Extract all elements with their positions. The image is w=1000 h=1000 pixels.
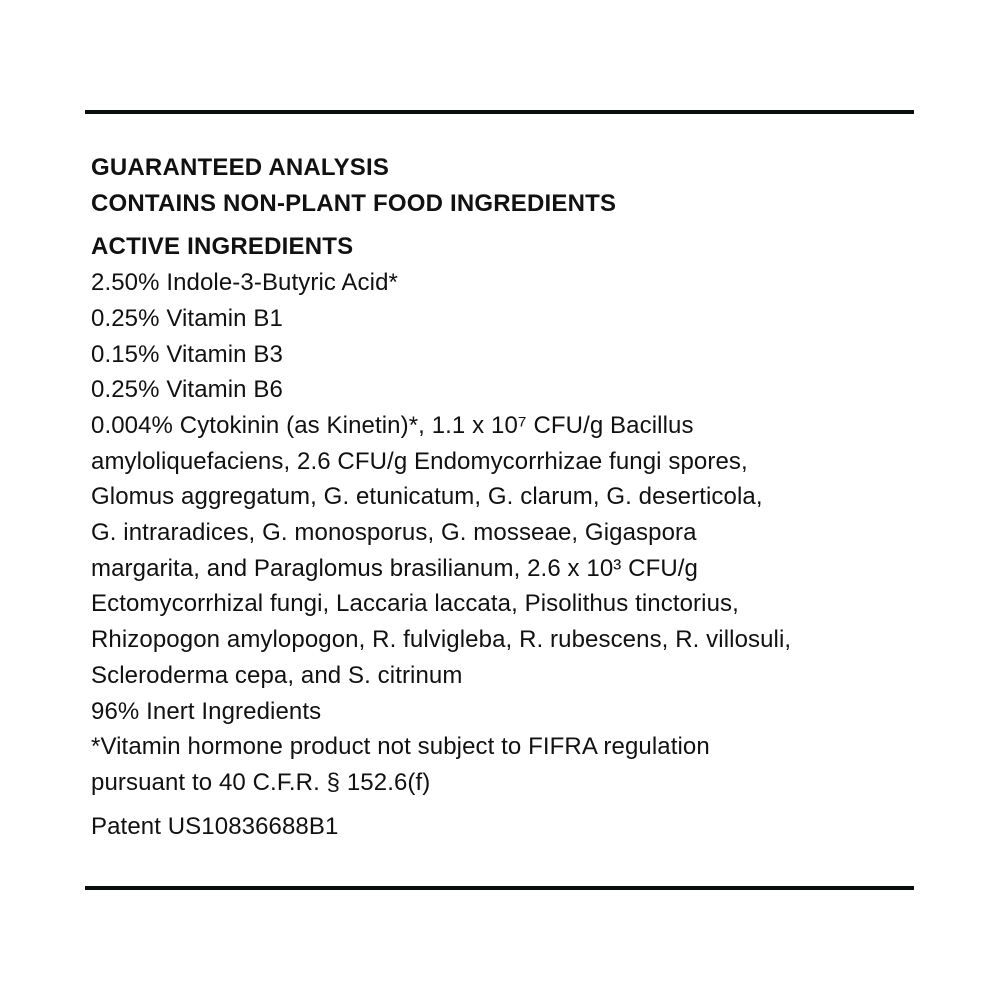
- ingredient-line: 0.25% Vitamin B6: [91, 376, 283, 404]
- guaranteed-analysis-heading: GUARANTEED ANALYSIS: [91, 154, 390, 181]
- fifra-footnote-line: *Vitamin hormone product not subject to FIFRA regulation: [91, 733, 710, 761]
- ingredient-line: Rhizopogon amylopogon, R. fulvigleba, R. rubescens, R. villosuli,: [91, 626, 792, 654]
- ingredient-line: 0.004% Cytokinin (as Kinetin)*, 1.1 x 10⁷ CFU/g Bacillus: [91, 411, 694, 439]
- patent-number: Patent US10836688B1: [91, 812, 339, 840]
- guaranteed-analysis-section: [91, 150, 921, 844]
- ingredient-line: G. intraradices, G. monosporus, G. mosseae, Gigaspora: [91, 519, 697, 547]
- top-rule: [85, 110, 914, 114]
- ingredient-line: Glomus aggregatum, G. etunicatum, G. clarum, G. deserticola,: [91, 483, 763, 511]
- contains-non-plant-heading: CONTAINS NON-PLANT FOOD INGREDIENTS: [91, 189, 617, 217]
- ingredient-line: 2.50% Indole-3-Butyric Acid*: [91, 269, 398, 297]
- ingredient-line: Ectomycorrhizal fungi, Laccaria laccata, Pisolithus tinctorius,: [91, 590, 739, 618]
- ingredient-line: Scleroderma cepa, and S. citrinum: [91, 661, 463, 689]
- bottom-rule: [85, 886, 914, 890]
- ingredient-line: 0.25% Vitamin B1: [91, 304, 283, 332]
- ingredient-line: 0.15% Vitamin B3: [91, 340, 283, 368]
- ingredient-line: amyloliquefaciens, 2.6 CFU/g Endomycorrhizae fungi spores,: [91, 447, 748, 475]
- active-ingredients-heading: ACTIVE INGREDIENTS: [91, 233, 354, 261]
- ingredient-line: margarita, and Paraglomus brasilianum, 2.6 x 10³ CFU/g: [91, 554, 698, 582]
- fifra-footnote-line: pursuant to 40 C.F.R. § 152.6(f): [91, 768, 431, 796]
- ingredient-line: 96% Inert Ingredients: [91, 697, 322, 725]
